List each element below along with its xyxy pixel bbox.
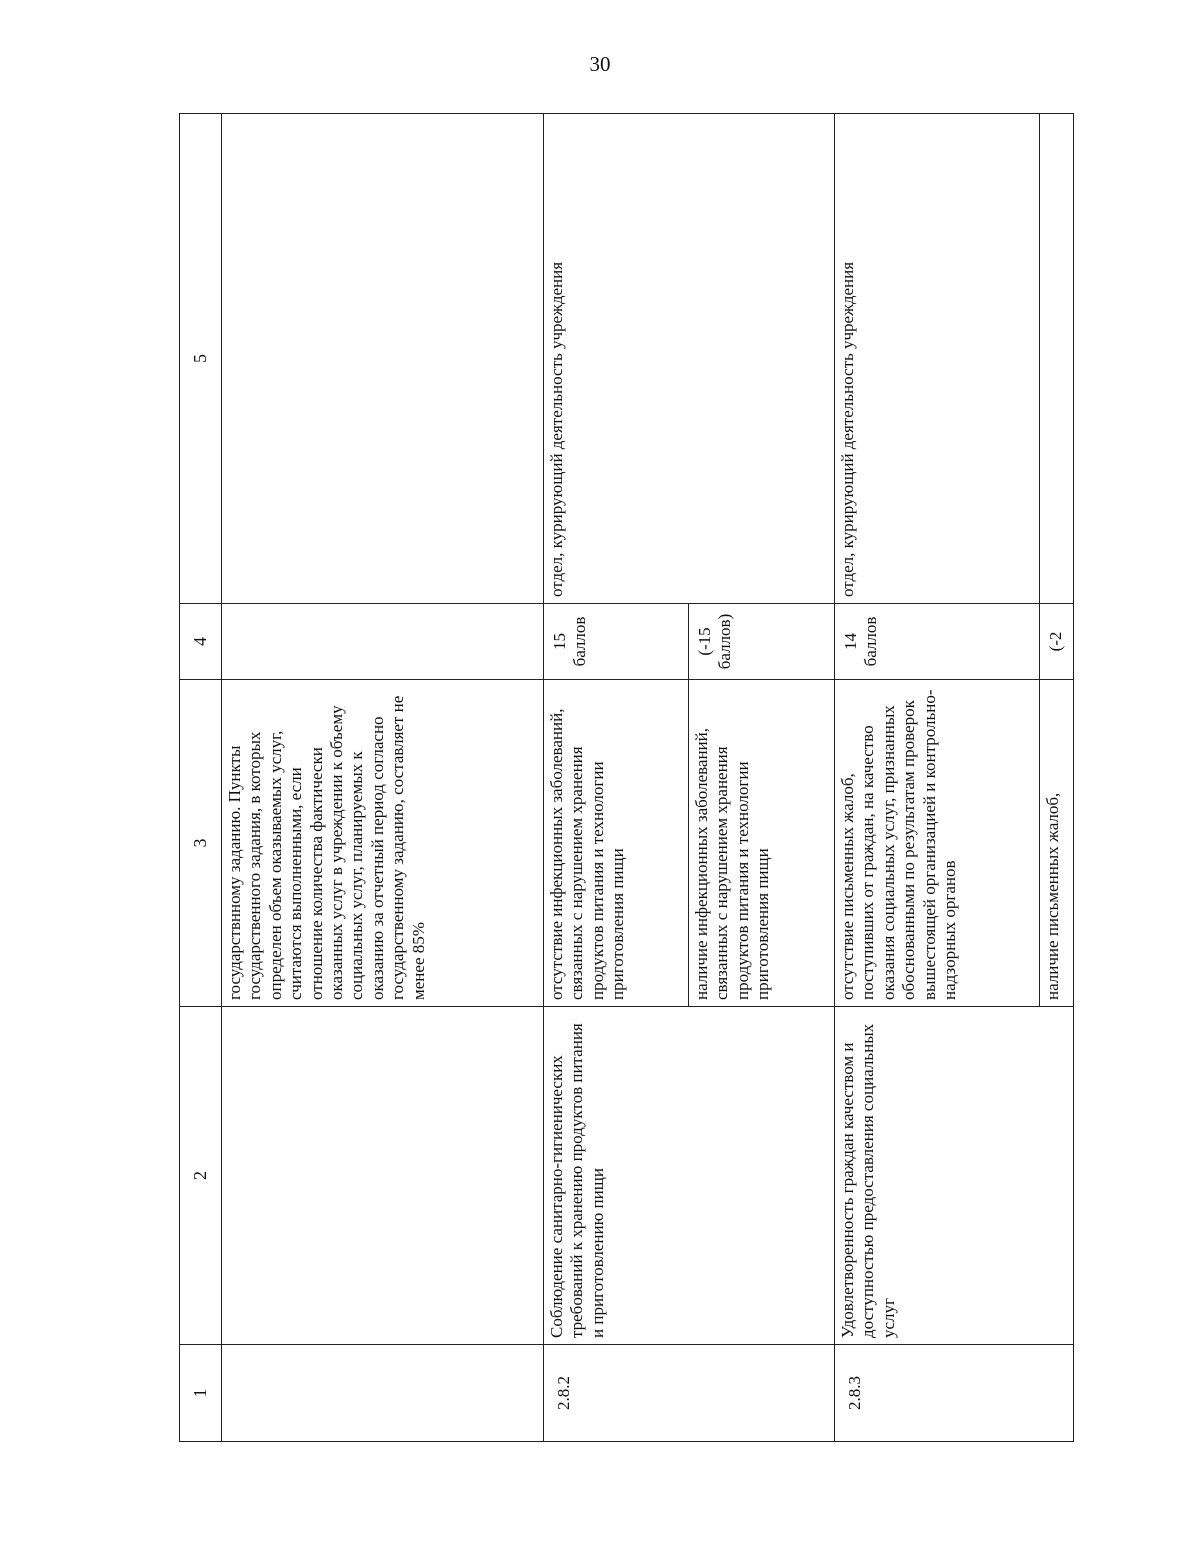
condition-cell: наличие письменных жалоб, [1040,680,1074,1007]
column-header: 2 [180,1007,222,1345]
score-cell: (-2 [1040,604,1074,680]
table-row [544,114,689,1442]
criterion-cell [222,1007,544,1345]
criteria-table-frame [179,114,1065,1442]
criteria-table [179,113,1074,1442]
table-row [222,114,544,1442]
responsible-cell: отдел, курирующий деятельность учреждения [544,114,835,604]
column-header: 1 [180,1345,222,1442]
column-header: 3 [180,680,222,1007]
score-cell: 15 баллов [544,604,689,680]
column-header: 4 [180,604,222,680]
responsible-cell: отдел, курирующий деятельность учреждения [835,114,1040,604]
page-number: 30 [589,52,611,76]
row-number [222,1345,544,1442]
score-cell: 14 баллов [835,604,1040,680]
score-cell: (-15 баллов) [689,604,835,680]
table-row [835,114,1040,1442]
condition-cell: отсутствие инфекционных заболеваний, связанных с нарушением хранения продуктов питания и технологии приготовления пищи [544,680,689,1007]
condition-cell: отсутствие письменных жалоб, поступивших от граждан, на качество оказания социальных услуг, признанных обоснованными по результатам проверок вышестоящей организацией и контрольно-надзорных органов [835,680,1040,1007]
score-cell [222,604,544,680]
criterion-cell: Удовлетворенность граждан качеством и доступностью предоставления социальных услуг [835,1007,1074,1345]
responsible-cell-empty [1040,114,1074,604]
criteria-table-rotated [179,114,1065,1442]
condition-cell: наличие инфекционных заболеваний, связанных с нарушением хранения продуктов питания и технологии приготовления пищи [689,680,835,1007]
condition-cell: государствнному заданию. Пункты государственного задания, в которых определен объем оказываемых услуг, считаются выполненными, если отношение количества фактически оказанных услуг в учреждении к объему социальных услуг, планируемых к оказанию за отчетный период согласно государственному заданию, составляет не менее 85% [222,680,544,1007]
criterion-cell: Соблюдение санитарно-гигиенических требований к хранению продуктов питания и приготовлению пищи [544,1007,835,1345]
table-header-row [180,114,222,1442]
row-number: 2.8.3 [835,1345,1074,1442]
column-header: 5 [180,114,222,604]
row-number: 2.8.2 [544,1345,835,1442]
responsible-cell [222,114,544,604]
